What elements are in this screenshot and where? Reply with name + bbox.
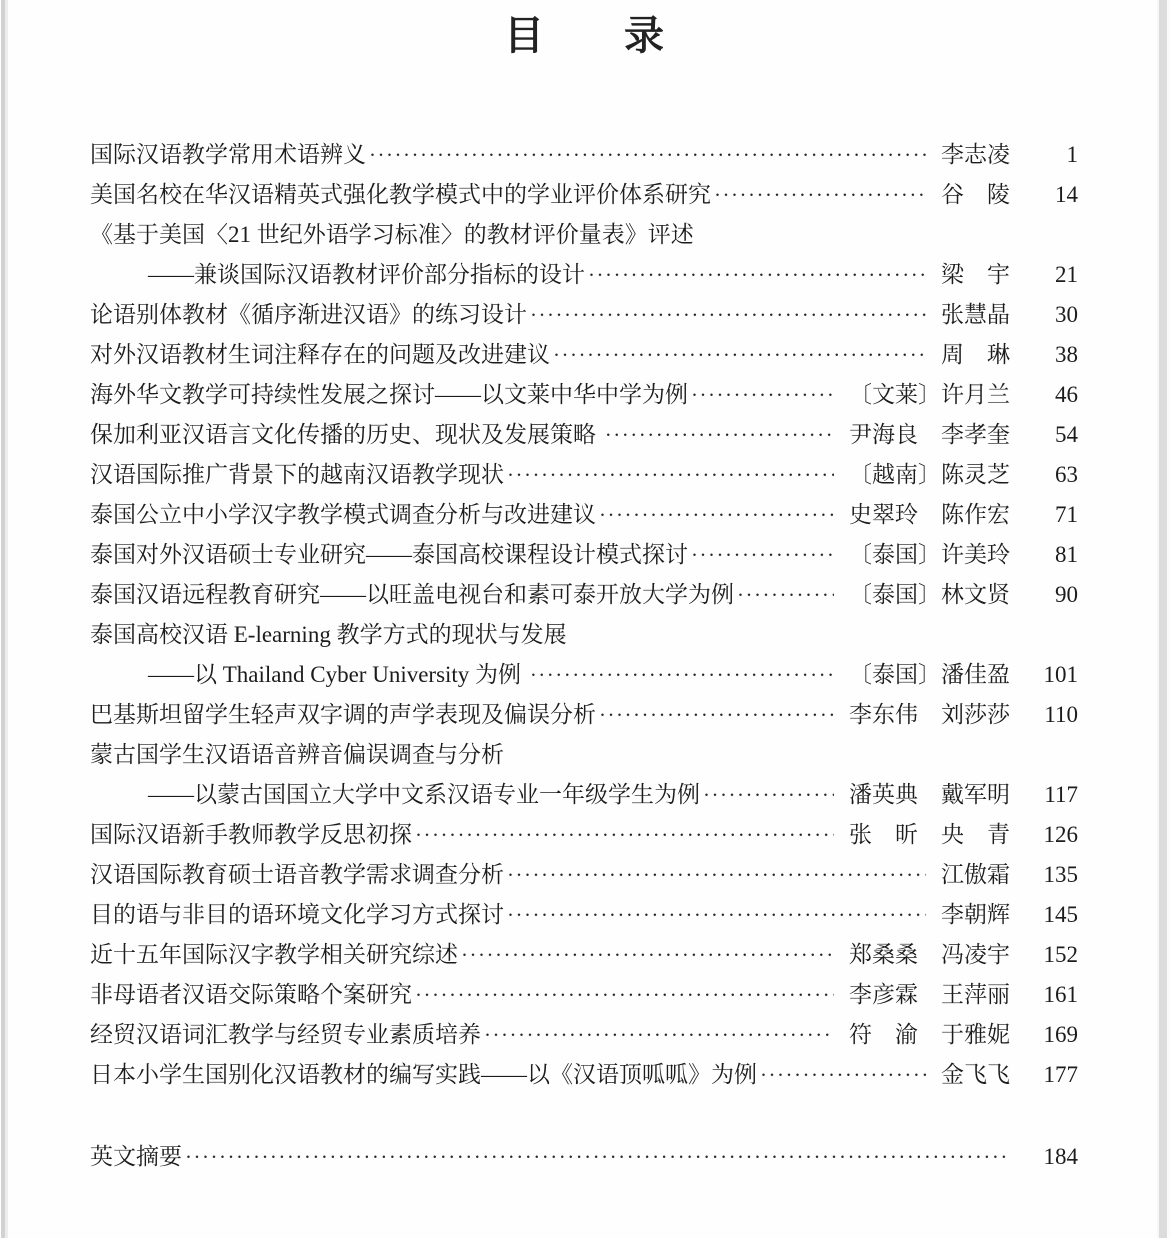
entry-authors: 史翠玲 陈作宏 <box>849 502 1010 527</box>
entry-authors: 李朝辉 <box>941 902 1010 927</box>
dot-leader <box>691 375 834 415</box>
toc-entry <box>90 615 1078 655</box>
dot-leader <box>530 295 926 335</box>
entry-title: 论语别体教材《循序渐进汉语》的练习设计 <box>90 302 527 327</box>
entry-title: 保加利亚汉语言文化传播的历史、现状及发展策略 <box>90 422 602 447</box>
entry-authors: 符 渝 于雅妮 <box>849 1022 1010 1047</box>
entry-page-number: 1 <box>1066 142 1078 167</box>
dot-leader <box>703 775 834 815</box>
entry-page-number: 54 <box>1055 422 1078 447</box>
dot-leader <box>599 695 834 735</box>
entry-page-number: 126 <box>1043 822 1078 847</box>
toc-entry <box>90 935 1078 975</box>
dot-leader <box>714 175 926 215</box>
toc-list <box>90 135 1078 1177</box>
entry-title: 对外汉语教材生词注释存在的问题及改进建议 <box>90 342 550 367</box>
entry-title: 泰国汉语远程教育研究——以旺盖电视台和素可泰开放大学为例 <box>90 582 734 607</box>
entry-authors: 江傲霜 <box>941 862 1010 887</box>
dot-leader <box>599 495 834 535</box>
entry-title: 国际汉语教学常用术语辨义 <box>90 142 366 167</box>
entry-authors: 李彦霖 王萍丽 <box>849 982 1010 1007</box>
entry-authors: 谷 陵 <box>941 182 1010 207</box>
toc-entry <box>90 815 1078 855</box>
entry-title: 泰国对外汉语硕士专业研究——泰国高校课程设计模式探讨 <box>90 542 688 567</box>
entry-page-number: 14 <box>1055 182 1078 207</box>
scan-edge-left <box>0 0 8 1238</box>
dot-leader <box>507 455 834 495</box>
entry-authors: 李东伟 刘莎莎 <box>849 702 1010 727</box>
entry-page-number: 184 <box>1043 1144 1078 1169</box>
entry-title: 汉语国际推广背景下的越南汉语教学现状 <box>90 462 504 487</box>
entry-title: 蒙古国学生汉语语音辨音偏误调查与分析 <box>90 742 504 767</box>
entry-title: 英文摘要 <box>90 1144 182 1169</box>
dot-leader <box>484 1015 834 1055</box>
entry-authors: 金飞飞 <box>941 1062 1010 1087</box>
entry-title: 近十五年国际汉字教学相关研究综述 <box>90 942 458 967</box>
entry-page-number: 117 <box>1044 782 1078 807</box>
dot-leader <box>461 935 834 975</box>
entry-title: 巴基斯坦留学生轻声双字调的声学表现及偏误分析 <box>90 702 596 727</box>
entry-page-number: 145 <box>1043 902 1078 927</box>
entry-authors: 周 琳 <box>941 342 1010 367</box>
dot-leader <box>760 1055 926 1095</box>
dot-leader <box>588 255 926 295</box>
entry-page-number: 71 <box>1055 502 1078 527</box>
entry-page-number: 135 <box>1043 862 1078 887</box>
entry-authors: 尹海良 李孝奎 <box>849 422 1010 447</box>
dot-leader <box>605 415 834 455</box>
dot-leader <box>507 855 926 895</box>
entry-title: 日本小学生国别化汉语教材的编写实践——以《汉语顶呱呱》为例 <box>90 1062 757 1087</box>
toc-entry <box>90 695 1078 735</box>
toc-entry <box>90 655 1078 695</box>
dot-leader <box>530 655 834 695</box>
toc-entry <box>90 215 1078 255</box>
page-content <box>90 0 1078 1177</box>
entry-authors: 梁 宇 <box>941 262 1010 287</box>
entry-title: 海外华文教学可持续性发展之探讨——以文莱中华中学为例 <box>90 382 688 407</box>
entry-page-number: 63 <box>1055 462 1078 487</box>
toc-entry <box>90 455 1078 495</box>
entry-title: 国际汉语新手教师教学反思初探 <box>90 822 412 847</box>
entry-authors: 〔越南〕陈灵芝 <box>849 462 1010 487</box>
toc-entry <box>90 735 1078 775</box>
entry-page-number: 46 <box>1055 382 1078 407</box>
toc-entry <box>90 295 1078 335</box>
dot-leader <box>507 895 926 935</box>
entry-page-number: 30 <box>1055 302 1078 327</box>
entry-page-number: 101 <box>1043 662 1078 687</box>
entry-page-number: 90 <box>1055 582 1078 607</box>
toc-entry <box>90 1015 1078 1055</box>
page-title: 目 录 <box>504 13 664 58</box>
entry-authors: 潘英典 戴军明 <box>849 782 1010 807</box>
scan-edge-right <box>1157 0 1170 1238</box>
dot-leader <box>415 975 834 1015</box>
toc-entry <box>90 415 1078 455</box>
entry-title: 《基于美国〈21 世纪外语学习标准〉的教材评价量表》评述 <box>90 222 694 247</box>
entry-authors: 〔泰国〕潘佳盈 <box>849 662 1010 687</box>
toc-entry <box>90 1055 1078 1095</box>
entry-authors: 李志凌 <box>941 142 1010 167</box>
entry-page-number: 152 <box>1043 942 1078 967</box>
entry-page-number: 38 <box>1055 342 1078 367</box>
entry-authors: 〔泰国〕许美玲 <box>849 542 1010 567</box>
entry-title: 经贸汉语词汇教学与经贸专业素质培养 <box>90 1022 481 1047</box>
entry-title: ——兼谈国际汉语教材评价部分指标的设计 <box>148 262 585 287</box>
toc-entry <box>90 255 1078 295</box>
entry-page-number: 81 <box>1055 542 1078 567</box>
entry-page-number: 161 <box>1043 982 1078 1007</box>
entry-authors: 张慧晶 <box>941 302 1010 327</box>
entry-authors: 〔文莱〕许月兰 <box>849 382 1010 407</box>
entry-title: 汉语国际教育硕士语音教学需求调查分析 <box>90 862 504 887</box>
entry-page-number: 177 <box>1043 1062 1078 1087</box>
dot-leader <box>737 575 834 615</box>
toc-entry <box>90 375 1078 415</box>
dot-leader <box>553 335 926 375</box>
toc-entry <box>90 135 1078 175</box>
toc-entry <box>90 895 1078 935</box>
entry-page-number: 21 <box>1055 262 1078 287</box>
entry-title: 目的语与非目的语环境文化学习方式探讨 <box>90 902 504 927</box>
entry-title: 泰国高校汉语 E-learning 教学方式的现状与发展 <box>90 622 567 647</box>
entry-authors: 〔泰国〕林文贤 <box>849 582 1010 607</box>
toc-entry <box>90 855 1078 895</box>
toc-entry <box>90 1137 1078 1177</box>
toc-entry <box>90 975 1078 1015</box>
entry-authors: 郑桑桑 冯凌宇 <box>849 942 1010 967</box>
dot-leader <box>691 535 834 575</box>
toc-entry <box>90 775 1078 815</box>
dot-leader <box>369 135 926 175</box>
toc-entry <box>90 535 1078 575</box>
entry-title: 泰国公立中小学汉字教学模式调查分析与改进建议 <box>90 502 596 527</box>
entry-title: ——以 Thailand Cyber University 为例 <box>148 662 527 687</box>
dot-leader <box>415 815 834 855</box>
entry-authors: 张 昕 央 青 <box>849 822 1010 847</box>
toc-entry <box>90 575 1078 615</box>
entry-title: 非母语者汉语交际策略个案研究 <box>90 982 412 1007</box>
entry-page-number: 169 <box>1043 1022 1078 1047</box>
toc-entry <box>90 175 1078 215</box>
dot-leader <box>185 1137 1007 1177</box>
toc-entry <box>90 495 1078 535</box>
entry-title: 美国名校在华汉语精英式强化教学模式中的学业评价体系研究 <box>90 182 711 207</box>
toc-entry <box>90 335 1078 375</box>
entry-title: ——以蒙古国国立大学中文系汉语专业一年级学生为例 <box>148 782 700 807</box>
entry-page-number: 110 <box>1044 702 1078 727</box>
